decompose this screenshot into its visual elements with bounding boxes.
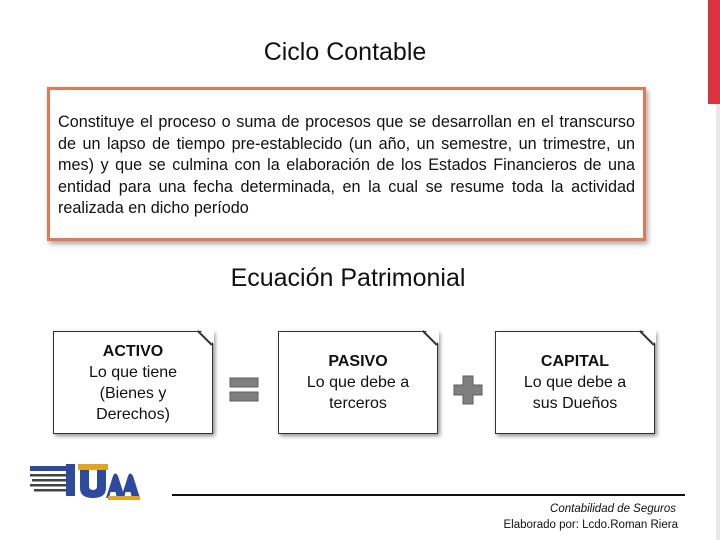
activo-heading: ACTIVO [102,342,164,360]
activo-description: Lo que tiene (Bienes y Derechos) [88,363,178,423]
accent-line [716,104,720,540]
pasivo-heading: PASIVO [328,353,388,370]
iuaa-logo-icon [18,446,148,519]
pasivo-description: Lo que debe a terceros [306,374,410,412]
capital-card [495,331,655,434]
accent-bar [708,0,720,104]
capital-description: Lo que debe a sus Dueños [523,374,627,412]
footer-author: Elaborado por: Lcdo.Roman Riera [503,519,678,531]
card-fold [425,330,439,344]
footer-course: Contabilidad de Seguros [550,503,676,515]
equation-title: Ecuación Patrimonial [230,264,466,292]
card-fold [642,330,656,344]
activo-card [53,331,213,434]
equals-icon [229,375,259,405]
capital-heading: CAPITAL [540,353,610,370]
definition-text: Constituye el proceso o suma de procesos que se desarrollan en el transcurso de un lapso de tiempo pre-establecido (un año, un semestre, un trimestre, un mes) y que se culmina con la elaboración de los Estados Financieros de una entidad para una fecha determinada, en la cual se resume toda la actividad realizada en dicho período [58,113,635,217]
card-fold [200,330,214,344]
footer-divider [172,494,685,496]
definition-box [47,87,646,241]
plus-icon [453,375,483,405]
pasivo-card [278,331,438,434]
slide-title: Ciclo Contable [263,38,427,66]
